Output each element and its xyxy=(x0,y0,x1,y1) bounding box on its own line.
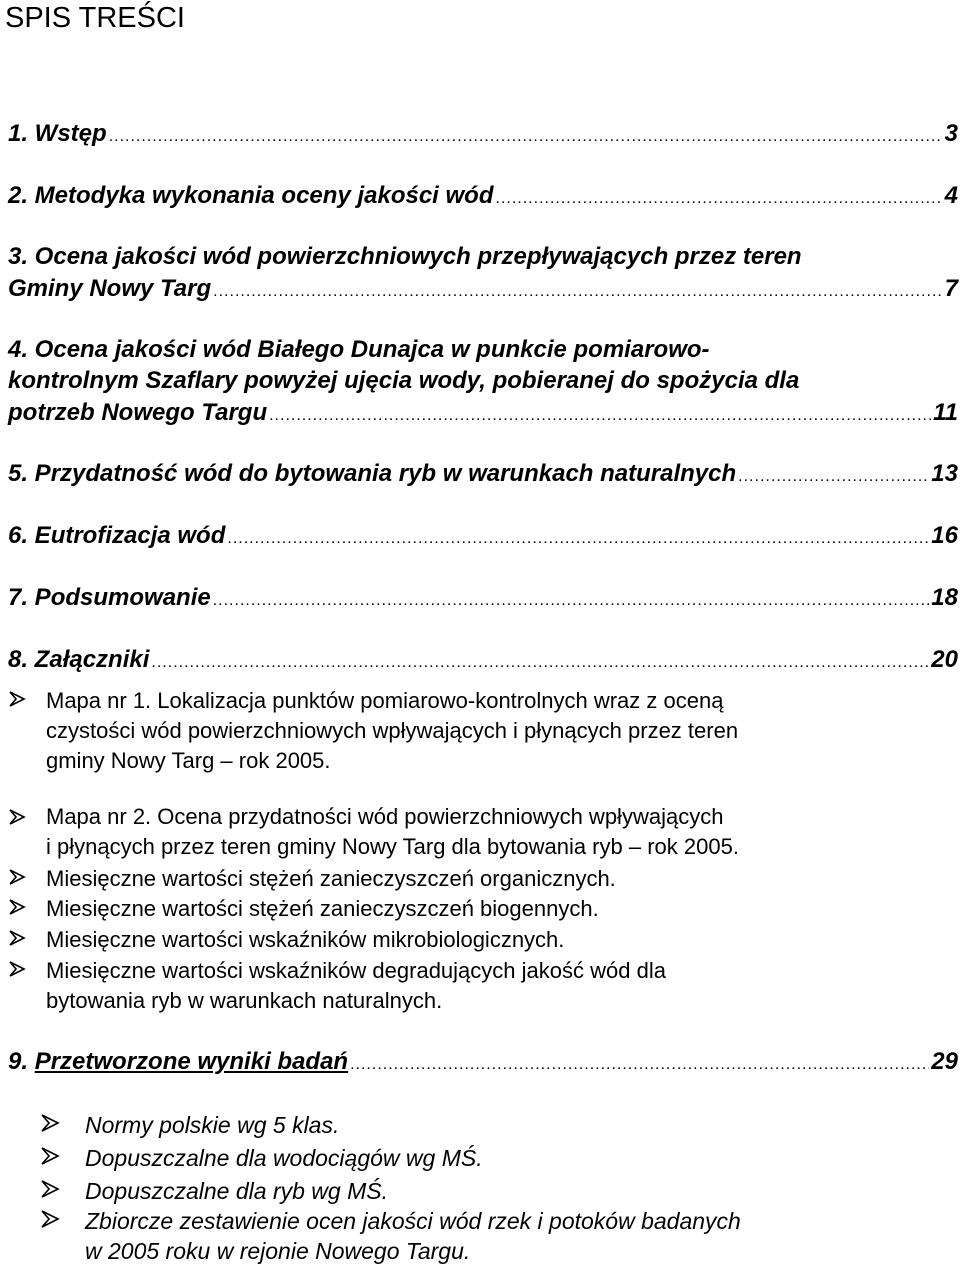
attachment-item-2-line1[interactable]: Mapa nr 2. Ocena przydatności wód powierzchniowych wpływających xyxy=(46,804,724,829)
result-item-4-line1[interactable]: Zbiorcze zestawienie ocen jakości wód rzek i potoków badanych xyxy=(85,1208,741,1234)
toc-page-number: 7 xyxy=(944,275,958,302)
toc-entry-title: potrzeb Nowego Targu xyxy=(8,399,268,426)
toc-leader-dots xyxy=(350,1056,929,1074)
toc-entry-label: Przetworzone wyniki badań xyxy=(34,1048,349,1075)
toc-entry-title: 8. Załączniki xyxy=(8,646,150,673)
attachment-item-1-line3: gminy Nowy Targ – rok 2005. xyxy=(46,748,331,773)
arrow-bullet-icon xyxy=(40,1209,70,1239)
toc-entry-title: 2. Metodyka wykonania oceny jakości wód xyxy=(8,182,494,209)
toc-page-number: 20 xyxy=(931,646,958,673)
attachment-item-6-line2: bytowania ryb w warunkach naturalnych. xyxy=(46,988,443,1013)
arrow-bullet-icon xyxy=(8,868,38,898)
toc-entry-2[interactable] xyxy=(8,182,958,212)
toc-leader-dots xyxy=(213,592,930,610)
toc-entry-3-line1[interactable]: 3. Ocena jakości wód powierzchniowych przepływających przez teren xyxy=(8,243,802,270)
toc-leader-dots xyxy=(213,283,942,301)
arrow-bullet-icon xyxy=(40,1113,70,1143)
toc-entry-3[interactable] xyxy=(8,275,958,305)
result-item-2[interactable]: Dopuszczalne dla wodociągów wg MŚ. xyxy=(85,1145,483,1171)
toc-entry-number: 9. xyxy=(8,1048,29,1075)
toc-page-number: 18 xyxy=(931,584,958,611)
attachment-item-6-line1[interactable]: Miesięczne wartości wskaźników degradujących jakość wód dla xyxy=(46,958,666,983)
arrow-bullet-icon xyxy=(8,898,38,928)
toc-leader-dots xyxy=(496,190,943,208)
toc-entry-8[interactable] xyxy=(8,646,958,676)
toc-page-number: 3 xyxy=(944,120,958,147)
toc-page-number: 29 xyxy=(931,1048,958,1075)
toc-leader-dots xyxy=(738,468,929,486)
attachment-item-1-line1[interactable]: Mapa nr 1. Lokalizacja punktów pomiarowo-kontrolnych wraz z oceną xyxy=(46,688,724,713)
toc-entry-title xyxy=(8,1048,348,1076)
result-item-3[interactable]: Dopuszczalne dla ryb wg MŚ. xyxy=(85,1178,388,1204)
result-item-1[interactable]: Normy polskie wg 5 klas. xyxy=(85,1112,340,1138)
toc-page-number: 13 xyxy=(931,460,958,487)
toc-entry-title: 5. Przydatność wód do bytowania ryb w warunkach naturalnych xyxy=(8,460,737,487)
arrow-bullet-icon xyxy=(8,808,38,838)
toc-entry-title: 7. Podsumowanie xyxy=(8,584,211,611)
arrow-bullet-icon xyxy=(8,929,38,959)
toc-entry-5[interactable] xyxy=(8,460,958,490)
toc-entry-4-line1[interactable]: 4. Ocena jakości wód Białego Dunajca w punkcie pomiarowo- xyxy=(8,336,710,363)
attachment-item-5[interactable]: Miesięczne wartości wskaźników mikrobiologicznych. xyxy=(46,927,565,952)
toc-leader-dots xyxy=(269,407,931,425)
arrow-bullet-icon xyxy=(40,1179,70,1209)
toc-entry-4-line2[interactable]: kontrolnym Szaflary powyżej ujęcia wody, pobieranej do spożycia dla xyxy=(8,367,800,394)
toc-leader-dots xyxy=(109,128,943,146)
toc-entry-9[interactable] xyxy=(8,1048,958,1078)
arrow-bullet-icon xyxy=(8,690,38,720)
toc-entry-title: 6. Eutrofizacja wód xyxy=(8,522,226,549)
toc-leader-dots xyxy=(227,530,929,548)
toc-entry-4[interactable] xyxy=(8,399,958,429)
toc-entry-1[interactable] xyxy=(8,120,958,150)
arrow-bullet-icon xyxy=(8,960,38,990)
toc-entry-title: Gminy Nowy Targ xyxy=(8,275,212,302)
toc-entry-7[interactable] xyxy=(8,584,958,614)
attachment-item-2-line2: i płynących przez teren gminy Nowy Targ dla bytowania ryb – rok 2005. xyxy=(46,834,739,859)
attachment-item-4[interactable]: Miesięczne wartości stężeń zanieczyszczeń biogennych. xyxy=(46,896,599,921)
attachment-item-1-line2: czystości wód powierzchniowych wpływających i płynących przez teren xyxy=(46,718,739,743)
toc-page-number: 16 xyxy=(931,522,958,549)
attachment-item-3[interactable]: Miesięczne wartości stężeń zanieczyszczeń organicznych. xyxy=(46,866,616,891)
page-title: SPIS TREŚCI xyxy=(5,2,185,34)
result-item-4-line2: w 2005 roku w rejonie Nowego Targu. xyxy=(85,1238,471,1264)
toc-page-number: 11 xyxy=(933,399,958,426)
toc-page-number: 4 xyxy=(944,182,958,209)
toc-entry-title: 1. Wstęp xyxy=(8,120,107,147)
arrow-bullet-icon xyxy=(40,1146,70,1176)
toc-leader-dots xyxy=(151,654,929,672)
toc-entry-6[interactable] xyxy=(8,522,958,552)
